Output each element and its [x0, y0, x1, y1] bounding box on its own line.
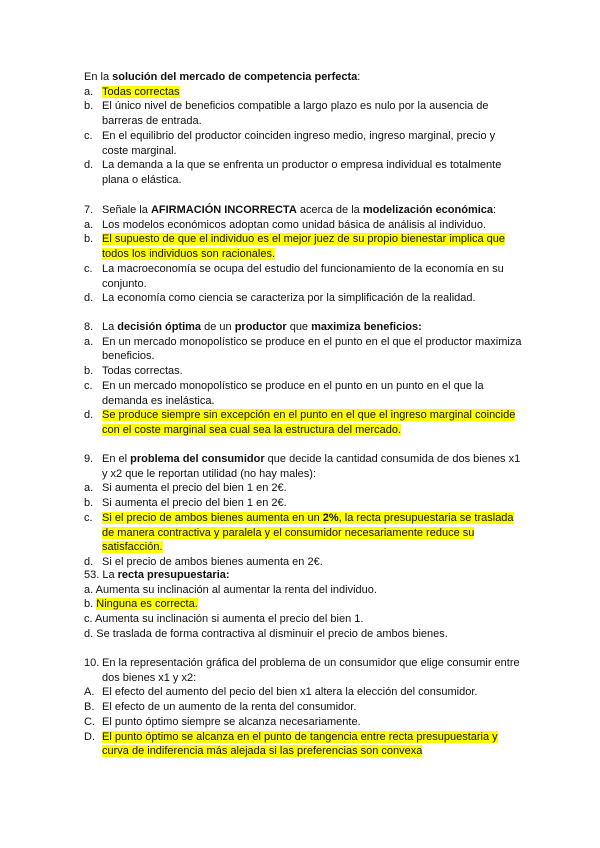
option-d — [84, 408, 524, 437]
stem-text: En la — [84, 71, 113, 83]
option-text: El efecto de un aumento de la renta del consumidor. — [102, 701, 357, 714]
option-text: En un mercado monopolístico se produce en el punto en un punto en el que la demanda es inelástica. — [102, 379, 484, 407]
option-text-bold: 2% — [322, 511, 339, 524]
option-label: c. — [84, 262, 93, 275]
stem-bold: maximiza beneficios: — [311, 321, 422, 333]
option-a — [84, 335, 524, 364]
option-text: El supuesto de que el individuo es el mejor juez de su propio bienestar implica que todos los individuos son racionales. — [102, 233, 505, 261]
option-label: a. — [84, 335, 94, 348]
question-10 — [84, 656, 524, 759]
option-label: a. — [84, 85, 94, 98]
question-8 — [84, 320, 524, 438]
question-stem — [84, 320, 524, 335]
option-label: c. — [84, 129, 93, 142]
stem-text: La — [102, 569, 118, 581]
option-text — [102, 512, 514, 553]
option-text: El único nivel de beneficios compatible a largo plazo es nulo por la ausencia de barreras de entrada. — [102, 100, 489, 128]
option-label: B. — [84, 701, 95, 714]
option-text: Se traslada de forma contractiva al disminuir el precio de ambos bienes. — [96, 627, 448, 640]
option-label: b. — [84, 598, 94, 611]
question-number: 53. — [84, 569, 100, 581]
option-text: La macroeconomía se ocupa del estudio del funcionamiento de la economía en su conjunto. — [102, 262, 504, 290]
stem-bold: modelización económica — [362, 204, 494, 216]
option-label: b. — [84, 233, 94, 246]
option-c — [84, 262, 524, 291]
stem-text: que decide la cantidad consumida de dos bienes x1 y x2 que le reportan utilidad (no hay males): — [102, 453, 521, 480]
option-c — [84, 379, 524, 408]
question-number: 7. — [84, 204, 94, 216]
stem-bold: AFIRMACIÓN INCORRECTA — [150, 204, 297, 216]
stem-bold: decisión óptima — [117, 321, 202, 333]
stem-bold: problema del consumidor — [130, 453, 265, 465]
option-text: Todas correctas. — [102, 365, 183, 378]
option-b — [84, 232, 524, 261]
option-a — [84, 583, 524, 598]
question-number: 10. — [84, 657, 100, 669]
option-label: a. — [84, 218, 94, 231]
option-c — [84, 129, 524, 158]
stem-text: de un — [201, 321, 235, 333]
option-text: La demanda a la que se enfrenta un productor o empresa individual es totalmente plana o elástica. — [102, 159, 502, 186]
question-number: 8. — [84, 321, 94, 333]
option-text: El punto óptimo se alcanza en el punto de tangencia entre recta presupuestaria y curva de indiferencia más alejada si las preferencias son convexa — [102, 730, 498, 758]
option-label: a. — [84, 583, 94, 596]
question-53 — [84, 568, 524, 642]
option-label: c. — [84, 613, 93, 626]
stem-bold: recta presupuestaria: — [117, 569, 230, 581]
option-text-part: Si el precio de ambos bienes aumenta en un — [102, 511, 323, 524]
option-text: Aumenta su inclinación si aumenta el precio del bien 1. — [95, 613, 364, 626]
option-label: b. — [84, 497, 94, 510]
question-stem — [84, 203, 524, 218]
option-text: Todas correctas — [102, 85, 180, 98]
option-text: En un mercado monopolístico se produce en el punto en el que el productor maximiza beneficios. — [102, 335, 522, 363]
option-label: c. — [84, 379, 93, 392]
option-b — [84, 364, 524, 379]
option-label: d. — [84, 409, 94, 422]
option-d — [84, 627, 524, 642]
option-a — [84, 481, 524, 496]
option-d — [84, 158, 524, 187]
question-stem — [84, 656, 524, 685]
option-c — [84, 612, 524, 627]
option-text: Si el precio de ambos bienes aumenta en 2€. — [102, 555, 323, 568]
option-label: a. — [84, 482, 94, 495]
option-d — [84, 730, 524, 759]
option-a — [84, 685, 524, 700]
option-label: b. — [84, 100, 94, 113]
option-text: La economía como ciencia se caracteriza por la simplificación de la realidad. — [102, 292, 476, 305]
question-stem — [84, 70, 524, 85]
option-label: C. — [84, 715, 95, 728]
stem-text: La — [102, 321, 118, 333]
stem-bold: solución del mercado de competencia perfecta — [112, 71, 358, 83]
question-7 — [84, 203, 524, 306]
option-text: Ninguna es correcta. — [96, 598, 198, 611]
question-9 — [84, 452, 524, 570]
stem-text: acerca de la — [296, 204, 363, 216]
option-text: Se produce siempre sin excepción en el punto en el que el ingreso marginal coincide con el coste marginal sea cual sea la estructura del mercado. — [102, 409, 516, 436]
option-b — [84, 496, 524, 511]
question-number: 9. — [84, 453, 94, 465]
option-label: d. — [84, 159, 94, 172]
option-label: d. — [84, 627, 94, 640]
option-text: Aumenta su inclinación al aumentar la renta del individuo. — [95, 583, 377, 596]
stem-text: : — [493, 204, 497, 216]
option-label: D. — [84, 730, 95, 743]
stem-bold: productor — [234, 321, 287, 333]
option-text: El efecto del aumento del pecio del bien x1 altera la elección del consumidor. — [102, 686, 478, 699]
option-a — [84, 85, 524, 100]
option-c — [84, 511, 524, 555]
option-d — [84, 291, 524, 306]
option-c — [84, 715, 524, 730]
option-label: A. — [84, 686, 95, 699]
option-text: Si aumenta el precio del bien 1 en 2€. — [102, 482, 287, 495]
option-b — [84, 597, 524, 612]
stem-text: Señale la — [102, 204, 151, 216]
stem-text: que — [286, 321, 312, 333]
stem-text: En la representación gráfica del problema de un consumidor que elige consumir entre dos bienes x1 y x2: — [102, 657, 520, 684]
option-text: En el equilibrio del productor coinciden ingreso medio, ingreso marginal, precio y coste marginal. — [102, 129, 496, 157]
option-label: d. — [84, 292, 94, 305]
stem-text: : — [357, 71, 361, 83]
option-text: El punto óptimo siempre se alcanza necesariamente. — [102, 715, 361, 728]
option-a — [84, 218, 524, 233]
option-text: Los modelos económicos adoptan como unidad básica de análisis al individuo. — [102, 218, 487, 231]
option-b — [84, 99, 524, 128]
question-stem — [84, 568, 524, 583]
option-label: c. — [84, 511, 93, 524]
question-stem — [84, 452, 524, 481]
stem-text: En el — [102, 453, 131, 465]
question-competencia-perfecta — [84, 70, 524, 188]
option-text: Si aumenta el precio del bien 1 en 2€. — [102, 497, 287, 510]
option-text-part: , la recta presupuestaria se traslada de manera contractiva y paralela y el consumidor necesariamente reduce su satisfacción. — [102, 511, 514, 554]
option-label: b. — [84, 365, 94, 378]
option-b — [84, 700, 524, 715]
option-label: d. — [84, 555, 94, 568]
